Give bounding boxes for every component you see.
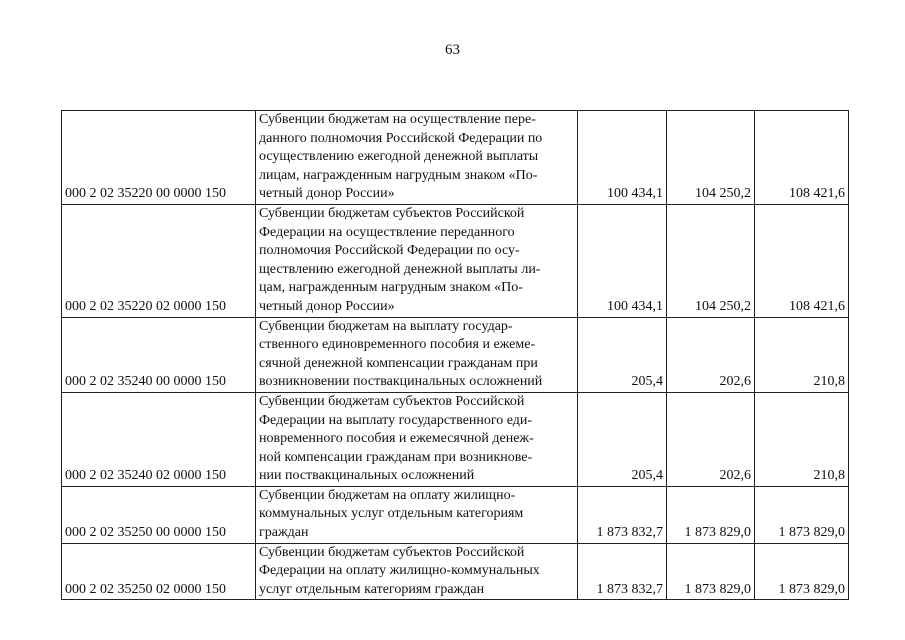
description-line: Субвенции бюджетам субъектов Российской — [259, 205, 525, 221]
description-cell — [256, 392, 578, 486]
amount-cell-3: 1 873 829,0 — [755, 486, 849, 543]
description-line: возникновении поствакцинальных осложнений — [259, 374, 543, 390]
description-line: цам, награжденным нагрудным знаком «По- — [259, 280, 523, 296]
amount-cell-3: 210,8 — [755, 317, 849, 392]
description-line: ществлению ежегодной денежной выплаты ли- — [259, 261, 541, 277]
description-line: ственного единовременного пособия и ежеме- — [259, 337, 536, 353]
description-cell — [256, 317, 578, 392]
description-cell — [256, 204, 578, 317]
amount-cell-3: 210,8 — [755, 392, 849, 486]
amount-cell-3: 108 421,6 — [755, 204, 849, 317]
description-line: четный донор России» — [259, 186, 395, 202]
description-line: Субвенции бюджетам на осуществление пере- — [259, 112, 536, 127]
table-row — [62, 317, 849, 392]
description-cell — [256, 486, 578, 543]
budget-code-cell: 000 2 02 35240 00 0000 150 — [62, 317, 256, 392]
description-cell — [256, 543, 578, 600]
description-line: четный донор России» — [259, 298, 395, 314]
budget-table — [61, 110, 849, 600]
budget-code-cell: 000 2 02 35220 00 0000 150 — [62, 111, 256, 205]
table-row — [62, 543, 849, 600]
description-line: ной компенсации гражданам при возникнове- — [259, 449, 533, 465]
description-line: граждан — [259, 525, 309, 541]
table-row — [62, 486, 849, 543]
description-line: полномочия Российской Федерации по осу- — [259, 243, 520, 259]
budget-code-cell: 000 2 02 35250 00 0000 150 — [62, 486, 256, 543]
description-line: осуществлению ежегодной денежной выплаты — [259, 149, 539, 165]
description-line: Субвенции бюджетам на выплату государ- — [259, 318, 513, 334]
budget-code-cell: 000 2 02 35250 02 0000 150 — [62, 543, 256, 600]
description-cell — [256, 111, 578, 205]
amount-cell-1: 205,4 — [578, 317, 667, 392]
amount-cell-1: 205,4 — [578, 392, 667, 486]
description-line: данного полномочия Российской Федерации по — [259, 130, 543, 146]
amount-cell-3: 108 421,6 — [755, 111, 849, 205]
amount-cell-1: 1 873 832,7 — [578, 543, 667, 600]
budget-code-cell: 000 2 02 35220 02 0000 150 — [62, 204, 256, 317]
table-row — [62, 392, 849, 486]
description-line: Федерации на осуществление переданного — [259, 224, 515, 240]
table-row — [62, 204, 849, 317]
description-line: сячной денежной компенсации гражданам при — [259, 355, 538, 371]
amount-cell-2: 104 250,2 — [667, 204, 755, 317]
amount-cell-3: 1 873 829,0 — [755, 543, 849, 600]
amount-cell-1: 100 434,1 — [578, 111, 667, 205]
amount-cell-2: 104 250,2 — [667, 111, 755, 205]
table-row — [62, 111, 849, 205]
description-line: Субвенции бюджетам субъектов Российской — [259, 544, 525, 560]
description-line: коммунальных услуг отдельным категориям — [259, 506, 524, 522]
amount-cell-2: 202,6 — [667, 392, 755, 486]
description-line: новременного пособия и ежемесячной денеж- — [259, 431, 534, 447]
description-line: Федерации на оплату жилищно-коммунальных — [259, 563, 540, 579]
description-line: лицам, награжденным нагрудным знаком «По- — [259, 167, 538, 183]
description-line: Субвенции бюджетам на оплату жилищно- — [259, 487, 516, 503]
amount-cell-1: 100 434,1 — [578, 204, 667, 317]
description-line: нии поствакцинальных осложнений — [259, 468, 475, 484]
amount-cell-2: 1 873 829,0 — [667, 486, 755, 543]
page-number: 63 — [445, 42, 460, 58]
amount-cell-1: 1 873 832,7 — [578, 486, 667, 543]
description-line: Субвенции бюджетам субъектов Российской — [259, 393, 525, 409]
description-line: услуг отдельным категориям граждан — [259, 581, 485, 597]
amount-cell-2: 1 873 829,0 — [667, 543, 755, 600]
amount-cell-2: 202,6 — [667, 317, 755, 392]
description-line: Федерации на выплату государственного еди- — [259, 412, 533, 428]
budget-code-cell: 000 2 02 35240 02 0000 150 — [62, 392, 256, 486]
